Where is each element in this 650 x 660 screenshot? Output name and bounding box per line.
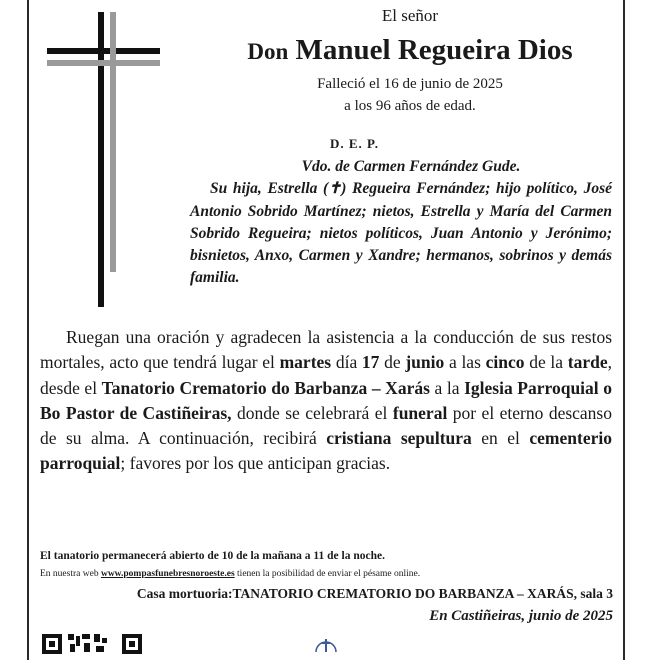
web-note: En nuestra web www.pompasfunebresnoroeste.es tienen la posibilidad de enviar el pésame online. — [40, 569, 421, 579]
intro-line: El señor — [381, 6, 439, 25]
rip-line: D. E. P. — [330, 136, 380, 151]
widow-line: Vdo. de Carmen Fernández Gude. — [301, 158, 521, 175]
place-date: En Castiñeiras, junio de 2025 — [429, 608, 613, 624]
relatives-text-1: Su hija, Estrella ( — [210, 180, 329, 198]
wake-location: Casa mortuoria:TANATORIO CREMATORIO DO BARBANZA – XARÁS, sala 3 — [136, 586, 613, 601]
relatives-text-2: ) Regueira Fernández; hijo político, José Antonio Sobrido Martínez; nietos, Estrella y María del Carmen Sobrido Regueira; nietos políticos, Juan Antonio y Jerónimo; bisnietos, Anxo, Carmen y Xandre; hermanos, sobrinos y demás familia. — [190, 180, 612, 287]
deceased-name — [200, 34, 620, 67]
death-date: Falleció el 16 de junio de 2025 — [317, 76, 503, 92]
cross-icon — [0, 0, 160, 320]
relatives-paragraph — [190, 178, 612, 289]
title-prefix: Don — [247, 39, 289, 64]
qr-code-icon[interactable] — [42, 634, 142, 654]
small-cross-icon: ✝ — [328, 180, 342, 198]
ceremony-paragraph: Ruegan una oración y agradecen la asistencia a la conducción de sus restos mortales, acto que tendrá lugar el martes día 17 de junio a las cinco de la tarde, desde el Tanatorio Crematorio do Barbanza – Xarás a la Iglesia Parroquial o Bo Pastor de Castiñeiras, donde se celebrará el funeral por el eterno descanso de su alma. A continuación, recibirá cristiana sepultura en el cementerio parroquial; favores por los que anticipan gracias. — [40, 327, 612, 474]
age-line: a los 96 años de edad. — [344, 98, 476, 114]
opening-hours-note: El tanatorio permanecerá abierto de 10 de la mañana a 11 de la noche. — [40, 550, 385, 562]
family-list — [190, 156, 612, 290]
website-link[interactable]: www.pompasfunebresnoroeste.es — [100, 569, 235, 579]
name-text: Manuel Regueira Dios — [295, 34, 573, 66]
